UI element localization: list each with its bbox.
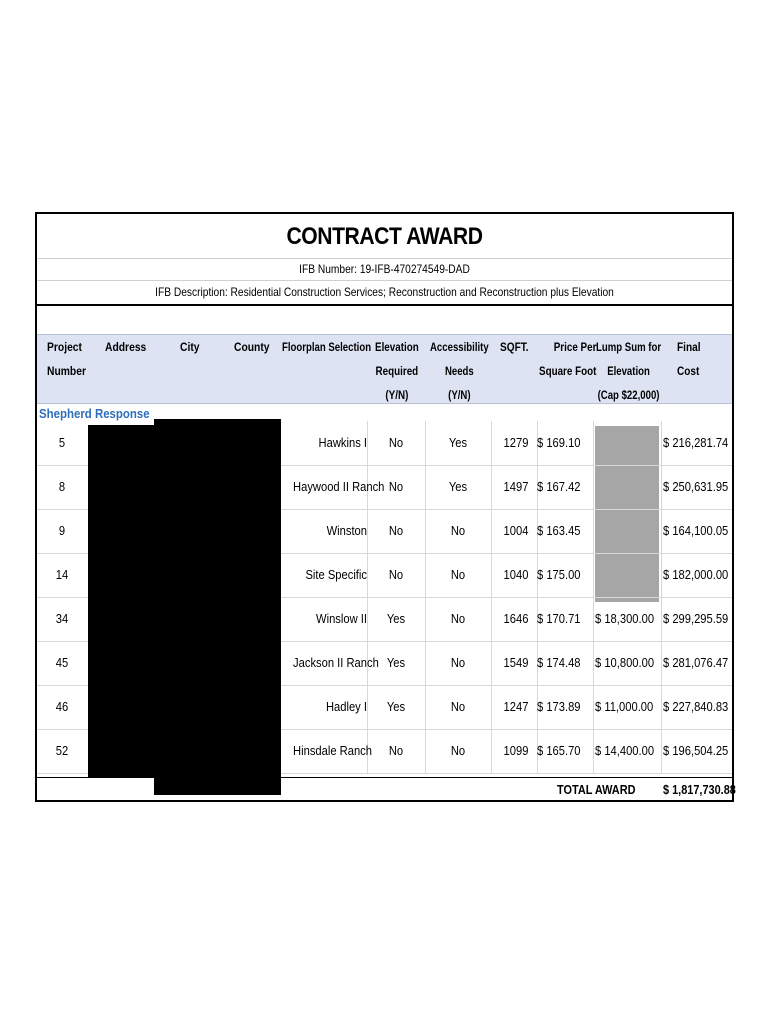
divider: [37, 280, 732, 281]
cell-lump-sum: $ 14,400.00: [595, 743, 655, 758]
cell-sqft: 1004: [503, 523, 529, 538]
title-block: [37, 214, 732, 306]
cell-project: 34: [55, 611, 69, 626]
cell-elevation: No: [388, 743, 404, 758]
cell-lump-sum: [595, 465, 652, 509]
cell-final-cost: $ 250,631.95: [663, 479, 729, 494]
cell-lump-sum: [595, 509, 652, 553]
cell-accessibility: No: [450, 611, 466, 626]
cell-lump-sum: $ 18,300.00: [595, 611, 655, 626]
cell-sqft: 1646: [503, 611, 529, 626]
divider: [37, 258, 732, 259]
total-award-value: $ 1,817,730.88: [663, 782, 736, 797]
cell-sqft: 1099: [503, 743, 529, 758]
table-header: [37, 334, 732, 404]
cell-floorplan: Hawkins I: [318, 435, 367, 450]
ifb-description: IFB Description: Residential Construction Services; Reconstruction and Reconstruction plus Elevation: [155, 285, 614, 299]
cell-accessibility: Yes: [448, 479, 468, 494]
col-lump-sum: Lump Sum for Elevation (Cap $22,000): [596, 340, 662, 402]
col-city: City: [180, 340, 200, 354]
cell-floorplan: Hinsdale Ranch: [293, 743, 372, 758]
cell-floorplan: Jackson II Ranch: [293, 655, 379, 670]
cell-sqft: 1279: [503, 435, 529, 450]
cell-floorplan: Hadley I: [325, 699, 367, 714]
redaction-city-county: [154, 419, 281, 795]
cell-project: 5: [58, 435, 66, 450]
col-sqft: SQFT.: [500, 340, 529, 354]
cell-project: 9: [58, 523, 66, 538]
col-accessibility: Accessibility Needs (Y/N): [430, 340, 489, 402]
col-address: Address: [105, 340, 147, 354]
col-floorplan: Floorplan Selection: [282, 340, 372, 354]
total-row: [37, 777, 736, 803]
cell-sqft: 1247: [503, 699, 529, 714]
cell-sqft: 1549: [503, 655, 529, 670]
section-label: Shepherd Response: [39, 406, 150, 421]
cell-accessibility: Yes: [448, 435, 468, 450]
cell-floorplan: Winslow II: [316, 611, 367, 626]
col-final-cost: Final Cost: [677, 340, 701, 378]
cell-elevation: Yes: [386, 611, 406, 626]
cell-lump-sum: $ 10,800.00: [595, 655, 655, 670]
cell-accessibility: No: [450, 699, 466, 714]
cell-final-cost: $ 216,281.74: [663, 435, 729, 450]
total-award-label: TOTAL AWARD: [557, 782, 636, 797]
cell-price-per-sqft: $ 174.48: [537, 655, 581, 670]
cell-floorplan: Winston: [326, 523, 367, 538]
cell-floorplan: Site Specific: [305, 567, 367, 582]
document-title: CONTRACT AWARD: [286, 223, 483, 250]
cell-elevation: No: [388, 523, 404, 538]
cell-lump-sum: $ 11,000.00: [595, 699, 654, 714]
cell-price-per-sqft: $ 163.45: [537, 523, 581, 538]
ifb-number: IFB Number: 19-IFB-470274549-DAD: [299, 262, 470, 276]
contract-award-sheet: [35, 212, 734, 802]
redaction-address: [88, 425, 154, 777]
cell-price-per-sqft: $ 175.00: [537, 567, 581, 582]
cell-final-cost: $ 227,840.83: [663, 699, 729, 714]
cell-accessibility: No: [450, 743, 466, 758]
cell-final-cost: $ 281,076.47: [663, 655, 729, 670]
col-elevation: Elevation Required (Y/N): [375, 340, 419, 402]
cell-floorplan: Haywood II Ranch: [293, 479, 385, 494]
cell-elevation: Yes: [386, 699, 406, 714]
cell-project: 52: [55, 743, 69, 758]
cell-elevation: Yes: [386, 655, 406, 670]
cell-price-per-sqft: $ 169.10: [537, 435, 581, 450]
cell-sqft: 1040: [503, 567, 529, 582]
cell-lump-sum: [595, 421, 652, 465]
cell-lump-sum: [595, 553, 652, 597]
cell-project: 8: [58, 479, 66, 494]
cell-project: 46: [55, 699, 69, 714]
cell-elevation: No: [388, 435, 404, 450]
col-county: County: [234, 340, 270, 354]
col-project-number: Project Number: [47, 340, 86, 378]
cell-final-cost: $ 182,000.00: [663, 567, 729, 582]
cell-price-per-sqft: $ 167.42: [537, 479, 581, 494]
cell-elevation: No: [388, 567, 404, 582]
cell-accessibility: No: [450, 523, 466, 538]
cell-price-per-sqft: $ 165.70: [537, 743, 581, 758]
cell-final-cost: $ 164,100.05: [663, 523, 729, 538]
cell-accessibility: No: [450, 655, 466, 670]
col-price-per-sqft: Price Per Square Foot: [539, 340, 597, 378]
cell-project: 45: [55, 655, 69, 670]
cell-price-per-sqft: $ 170.71: [537, 611, 581, 626]
cell-project: 14: [55, 567, 69, 582]
cell-sqft: 1497: [503, 479, 529, 494]
cell-final-cost: $ 196,504.25: [663, 743, 729, 758]
cell-accessibility: No: [450, 567, 466, 582]
cell-elevation: No: [388, 479, 404, 494]
cell-price-per-sqft: $ 173.89: [537, 699, 581, 714]
cell-final-cost: $ 299,295.59: [663, 611, 729, 626]
